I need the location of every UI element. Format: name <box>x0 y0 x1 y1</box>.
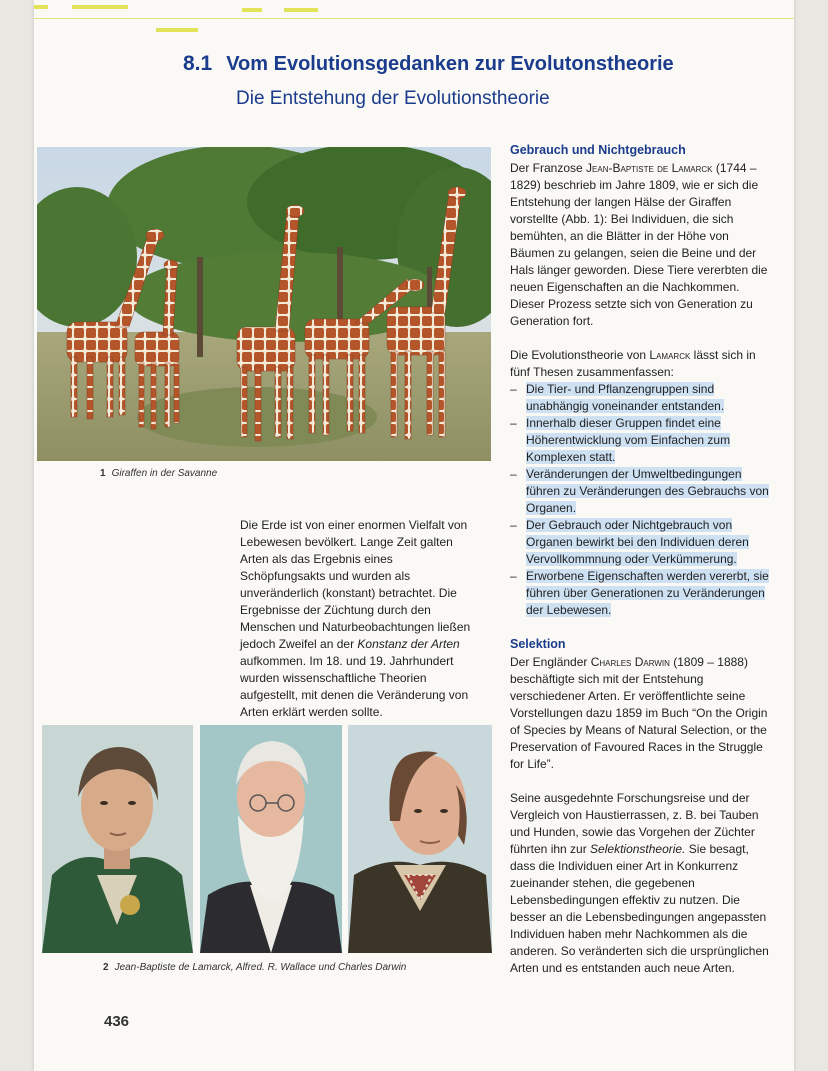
these-item: – Veränderungen der Umweltbedingungen führen zu Veränderungen des Gebrauchs von Organen. <box>510 466 775 517</box>
gebrauch-heading: Gebrauch und Nichtgebrauch <box>510 143 686 157</box>
these-item: – Die Tier- und Pflanzengruppen sind unabhängig voneinander entstanden. <box>510 381 775 415</box>
portrait-wallace <box>200 725 342 953</box>
section-number: 8.1 <box>183 52 213 75</box>
header-decoration <box>34 0 794 24</box>
gebrauch-section <box>510 142 775 619</box>
figure-1-caption: 1 Giraffen in der Savanne <box>100 468 218 479</box>
these-item: – Der Gebrauch oder Nichtgebrauch von Organen bewirkt bei den Individuen deren Vervollkommnung oder Verkümmerung. <box>510 517 775 568</box>
intro-emphasis: Konstanz der Arten <box>357 637 460 651</box>
section-heading <box>183 52 674 76</box>
these-item: – Innerhalb dieser Gruppen findet eine Höherentwicklung vom Einfachen zum Komplexen statt. <box>510 415 775 466</box>
giraffes-photo <box>37 147 491 461</box>
selektion-paragraph-2: Seine ausgedehnte Forschungsreise und der Vergleich von Haustierrassen, z. B. bei Tauben und Hunden, sowie das Vorgehen der Züchter führten ihn zur Selektionstheorie. Sie besagt, dass die Individuen einer Art in Konkurrenz zueinander stehen, die gegebenen Lebensbedingungen effektiv zu nutzen. Die besser an die Lebensbedingungen angepassten Individuen haben mehr Nachkommen als die anderen. So veränderten sich die ursprünglichen Arten und es entstanden auch neue Arten. <box>510 791 769 975</box>
selektionstheorie-emphasis: Selektionstheorie. <box>590 842 686 856</box>
selektion-paragraph-1: Der Engländer Charles Darwin (1809 – 1888) beschäftigte sich mit der Entstehung verschiedener Arten. Er veröffentlichte seine Vorstellungen dazu 1859 im Buch “On the Origin of Species by Means of Natural Selection, or the Preservation of Favoured Races in the Struggle for Life”. <box>510 655 768 771</box>
lamarck-name: Jean-Baptiste de Lamarck <box>586 161 713 175</box>
selektion-section <box>510 636 775 977</box>
portrait-darwin <box>348 725 492 953</box>
section-subtitle: Die Entstehung der Evolutionstheorie <box>236 88 550 109</box>
gebrauch-paragraph-2: Die Evolutionstheorie von Lamarck lässt sich in fünf Thesen zusammenfassen: <box>510 348 756 379</box>
section-title: Vom Evolutionsgedanken zur Evolutonstheorie <box>226 53 674 75</box>
gebrauch-paragraph-1: Der Franzose Jean-Baptiste de Lamarck (1744 – 1829) beschrieb im Jahre 1809, wie er sich die Entstehung der langen Hälse der Giraffen vorstellte (Abb. 1): Bei Individuen, die sich bemühten, an die Blätter in der Höhe von Bäumen zu gelangen, seien die Beine und der Hals länger geworden. Diese Tiere vererbten die neuen Eigenschaften an die Nachkommen. Dieser Prozess setzte sich von Generation zu Generation fort. <box>510 161 768 328</box>
portrait-lamarck <box>42 725 193 953</box>
thesen-list <box>510 381 775 619</box>
darwin-name: Charles Darwin <box>590 655 670 669</box>
these-item: – Erworbene Eigenschaften werden vererbt, sie führen über Generationen zu Veränderungen der Lebewesen. <box>510 568 775 619</box>
portraits-figure <box>42 725 492 953</box>
page-number: 436 <box>104 1013 130 1030</box>
selektion-heading: Selektion <box>510 637 566 651</box>
intro-paragraph: Die Erde ist von einer enormen Vielfalt von Lebewesen bevölkert. Lange Zeit galten Arten als das Ergebnis eines Schöpfungsakts und wurden als unveränderlich (konstant) betrachtet. Die Ergebnisse der Züchtung durch den Menschen und Naturbeobachtungen ließen jedoch Zweifel an der Konstanz der Arten aufkommen. Im 18. und 19. Jahrhundert wurden wissenschaftliche Theorien aufgestellt, mit denen die Veränderung von Arten erklärt werden sollte. <box>240 518 471 719</box>
figure-2-caption: 2 Jean-Baptiste de Lamarck, Alfred. R. Wallace und Charles Darwin <box>103 962 407 973</box>
